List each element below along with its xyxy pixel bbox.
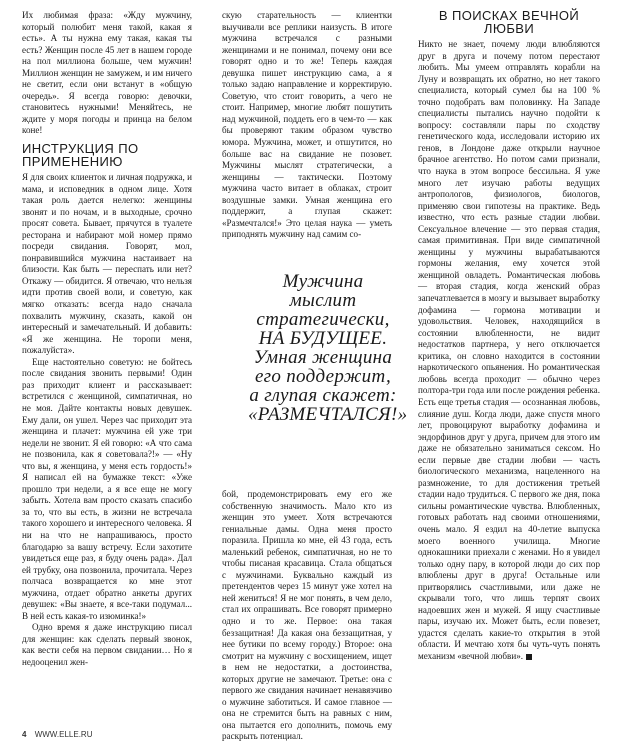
section-heading: ИНСТРУКЦИЯ ПО ПРИМЕНЕНИЮ: [22, 141, 139, 169]
page-footer: [22, 730, 92, 739]
site-url: WWW.ELLE.RU: [34, 730, 93, 739]
page-number: 4: [22, 730, 27, 739]
paragraph: скую старательность — клиентки выучивали все реплики наизусть. В итоге мужчина встречался с разными женщинами и не понимал, почему они все говорят одно и то же! Теперь каждая девушка пишет инструкцию сама, а я только задаю направление и корректирую. Советую, что стоит говорить, а чего не стоит. Например, многие любят пошутить над мужчиной, поддеть его в чем-то — как бы проверяют таким образом чувство юмора. Мужчина, может, и отшутится, но больше вас на свидание не позовет. Мужчины мыслят стратегически, а женщины — тактически. Поэтому мужчина часто витает в облаках, строит воздушные замки. Умная женщина его поддержит, а глупая скажет: «Размечтался!» Это целая наука — уметь приподнять мужчину над самим со-: [222, 10, 392, 240]
paragraph: бой, продемонстрировать ему его же собственную значимость. Мало кто из женщин это умеет. Хотя встречаются гениальные дамы. Одна меня просто поразила. Пришла ко мне, ей 43 года, есть маленький ребенок, симпатичная, но не то чтобы писаная красавица. Стала общаться с мужчинами. Буквально каждый из претендентов через 15 минут уже хотел на ней жениться! Я не мог понять, в чем дело, стал их опрашивать. Все говорят примерно одно и то же. Первое: она такая беззащитная! Да какая она беззащитная, у нее бутики по всему городу.) Второе: она смотрит на мужчину с восхищением, ищет в нем не недостатки, а достоинства, которых другие не замечают. Третье: она с первого же свидания начинает ненавязчиво о мужчине заботиться. И самое главное — она не стремится быть на равных с ним, она пытается его дополнить, помочь ему раскрыть потенциал.: [222, 489, 392, 742]
paragraph-text: Никто не знает, почему люди влюбляются друг в друга и почему потом перестают любить. Мы умеем отправлять корабли на Луну и возвращать их обратно, но нет такого специалиста, который сумел бы на 100 % точно подобрать вам половинку. На Западе специалисты пытались научно подойти к вопросу: составляли пары по сходству генетического кода, исследовали историю их генов, в Лондоне даже открыли научное брачное агентство. Но потом сами признали, что наука в этом вопросе бессильна. Я уже много лет изучаю работы ведущих антропологов, физиологов, биологов, применяю свои гипотезы на практике. Ведь известно, что есть разные стадии любви. Сексуальное влечение — это первая стадия, самая примитивная. При виде симпатичной женщины у мужчины вырабатываются гормоны желания, ему хочется этой женщиной овладеть. Романтическая любовь — вторая стадия, когда женский образ запечатлевается в мозгу и вызывает выработку дофамина — гормона мотивации и удовольствия. Человек, находящийся в состоянии влюбленности, не видит недостатков партнера, у него отключается критика, он словно находится в состоянии наркотического опьянения. Но романтическая любовь всегда проходит — обычно через полтора-три года или после рождения ребенка. Есть еще третья стадия — осознанная любовь, слияние душ. Когда люди, даже спустя много лет, провоцируют выработку дофамина и эндорфинов друг у друга, причем для этого им даже не обязательно заниматься сексом. Но если первые две стадии любви — часть биологического механизма, нацеленного на размножение, то для достижения третьей стадии надо трудиться. С первого же дня, пока сильны романтические чувства. Влюбленных, готовых работать над своими отношениями, очень мало. Я ездил на 40-летие выпуска моего военного училища. Многие однокашники приехали с женами. Но я увидел только одну пару, в которой люди до сих пор влюблены друг в друга! Остальные или притворялись счастливыми, или даже не скрывали того, что лишь терпят своих надоевших жен и мужей. Я ищу счастливые пары, изучаю их. Может быть, если повезет, удастся сделать какие-то открытия в этой области. И мечтаю хотя бы чуть-чуть понять механизм «вечной любви».: [418, 39, 600, 661]
paragraph: Их любимая фраза: «Жду мужчину, который полюбит меня такой, какая я есть». А ты нужна ему такая, какая ты есть? Женщин после 45 лет в нашем городе на пол миллиона больше, чем мужчин! Миллион женщин не замужем, и им ничего не светит, если они встанут в «общую очередь». Я всегда говорю: девочки, становитесь нужными! Меняйтесь, не ждите у моря погоды и принца на белом коне!: [22, 10, 192, 136]
article-column-2: [222, 10, 392, 241]
paragraph: Я для своих клиенток и личная подружка, и мама, и исповедник в одном лице. Хотя такая роль дается нелегко: женщины звонят и по ночам, и в выходные, срочно просят совета. Бывает, прячутся в туалете ресторана и набирают мой номер прямо посреди свидания. Говорят, мол, понравившийся мужчина настаивает на близости. Как быть — переспать или нет? Откажу — обидится. Я отвечаю, что нельзя идти против своей воли, и советую, как мягко отказать: всегда надо сначала похвалить мужчину, сказать, какой он интересный и замечательный. И добавить: «Я же женщина. Не торопи меня, пожалуйста».: [22, 172, 192, 356]
article-column-1: [22, 10, 192, 669]
paragraph: Еще настоятельно советую: не бойтесь после свидания звонить первыми! Один раз приходит клиент и рассказывает: встретился с женщиной, симпатичная, но не моя. Дайте контакты новых девушек. Ему дали, он ушел. Через час приходит эта женщина и плачет: мужчина ей уже три недели не звонит. Я ей говорю: «А что сама не позвонила, как я советовала?!» — «Ну что вы, я женщина, у меня есть гордость!» Я написал ей на бумажке текст: «Уже прошло три недели, а я все еще не могу забыть. Хотела вам просто сказать спасибо за то, что вы есть, в жизни не встречала такого хорошего и интересного человека. Я ни на что не напрашиваюсь, просто благодарю за вашу встречу. Если захотите увидеться еще раз, я буду очень рада». Дал ей трубку, она позвонила, прочитала. Через полчаса возвращается ко мне этот мужчина, отдает обратно анкеты других девушек: «Вы знаете, я все-таки подумал... В ней есть какая-то изюминка!»: [22, 356, 192, 621]
article-column-3: [418, 10, 600, 663]
paragraph: [418, 39, 600, 663]
section-heading: В ПОИСКАХ ВЕЧНОЙ ЛЮБВИ: [438, 8, 580, 36]
article-column-2-continued: [222, 489, 392, 743]
paragraph: Одно время я даже инструкцию писал для женщин: как сделать первый звонок, как вести себя на первом свидании… Но я недооценил жен-: [22, 622, 192, 667]
pull-quote: Мужчина мыслит стратегически, НА БУДУЩЕЕ. Умная женщина его поддержит, а глупая скажет: «РАЗМЕЧТАЛСЯ!»: [248, 271, 408, 425]
end-of-article-mark: [526, 654, 532, 660]
